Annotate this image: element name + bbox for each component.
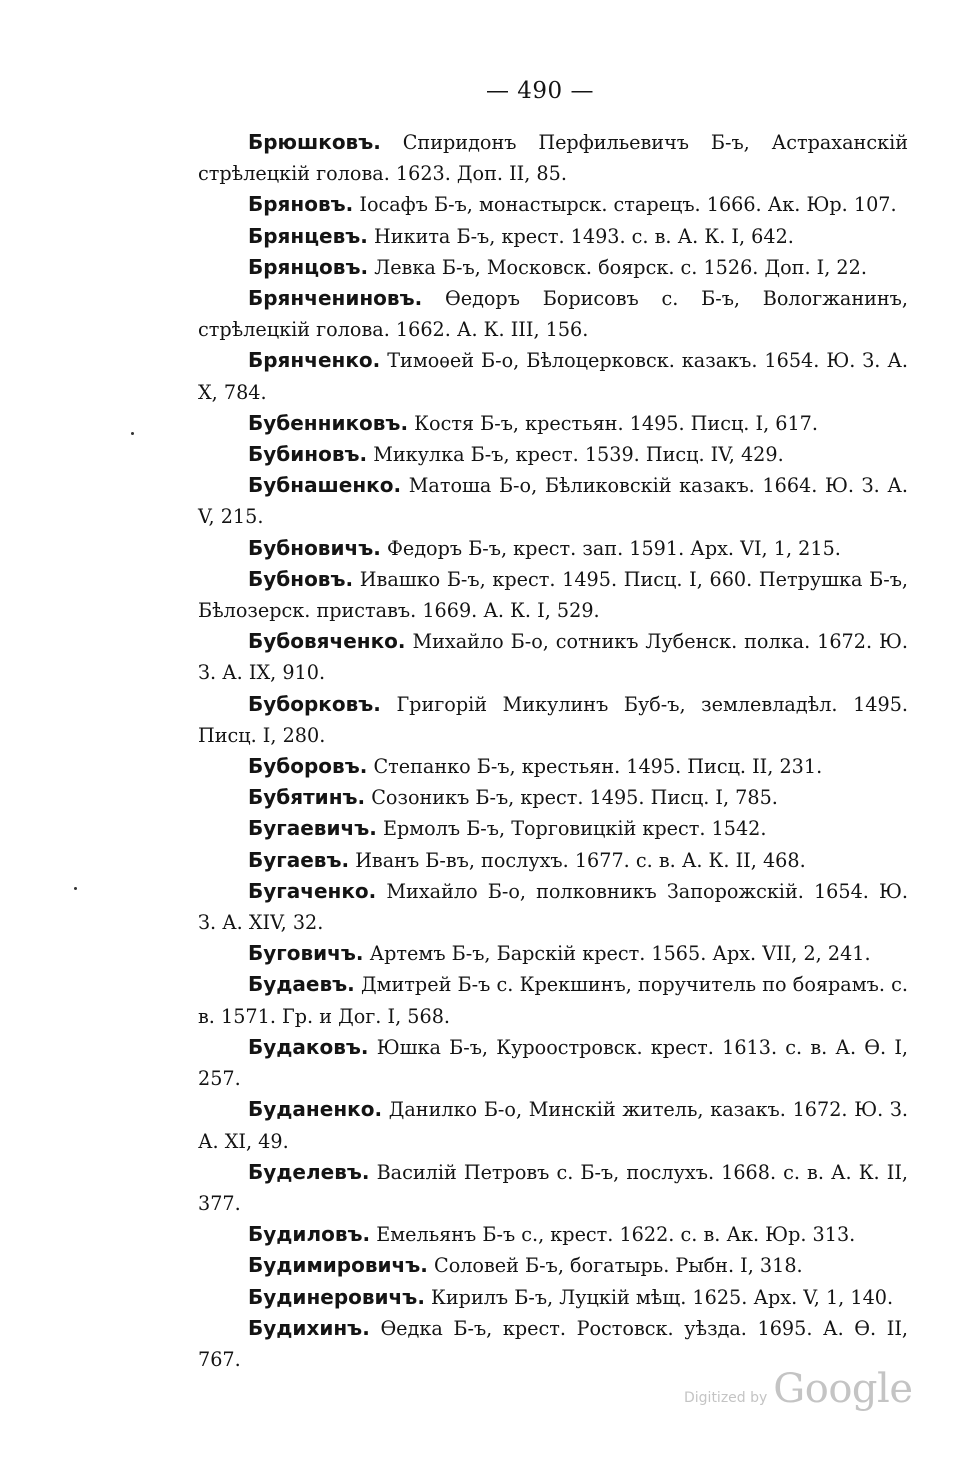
dictionary-entry xyxy=(198,813,908,844)
entry-headword: Бубятинъ. xyxy=(248,785,366,810)
entry-headword: Брюшковъ. xyxy=(248,130,381,154)
entry-headword: Буделевъ. xyxy=(248,1159,370,1184)
entry-text: Ѳедоръ Борисовъ с. Б-ъ, Вологжанинъ, стрѣлецкій голова. 1662. А. К. III, 156. xyxy=(198,287,908,342)
entry-text: Михайло Б-о, сотникъ Лубенск. полка. 1672. Ю. З. А. IX, 910. xyxy=(198,630,908,685)
dictionary-entry xyxy=(198,252,908,283)
dictionary-entry xyxy=(198,845,908,876)
dictionary-entry xyxy=(198,1282,908,1313)
entry-text: Созоникъ Б-ъ, крест. 1495. Писц. I, 785. xyxy=(371,786,778,810)
entry-text: Тимоѳей Б-о, Бѣлоцерковск. казакъ. 1654. Ю. З. А. X, 784. xyxy=(198,349,908,404)
entry-text: Федоръ Б-ъ, крест. зап. 1591. Арх. VI, 1, 215. xyxy=(386,536,841,560)
entry-headword: Бряновъ. xyxy=(248,192,354,217)
dictionary-entry xyxy=(198,470,908,532)
entry-headword: Буданенко. xyxy=(248,1097,383,1122)
entry-headword: Будаевъ. xyxy=(248,972,355,997)
entry-headword: Бубенниковъ. xyxy=(248,410,409,435)
dictionary-entry xyxy=(198,626,908,688)
dictionary-entry xyxy=(198,221,908,252)
dictionary-entry xyxy=(198,1032,908,1094)
dictionary-entry xyxy=(198,408,908,439)
entry-text: Василій Петровъ с. Б-ъ, послухъ. 1668. с. в. А. К. II, 377. xyxy=(198,1160,908,1215)
dictionary-entries xyxy=(198,127,908,1375)
google-logo: Google xyxy=(773,1366,913,1412)
dictionary-entry xyxy=(198,876,908,938)
stray-mark xyxy=(74,887,77,890)
entry-headword: Бубновъ. xyxy=(248,566,354,591)
entry-text: Ивашко Б-ъ, крест. 1495. Писц. I, 660. Петрушка Б-ъ, Бѣлозерск. приставъ. 1669. А. К. I, 529. xyxy=(198,567,908,623)
entry-text: Григорій Микулинъ Буб-ъ, землевладѣл. 1495. Писц. I, 280. xyxy=(198,692,908,747)
dictionary-entry xyxy=(198,969,908,1031)
dictionary-entry xyxy=(198,1219,908,1250)
dictionary-entry xyxy=(198,751,908,782)
dictionary-entry xyxy=(198,189,908,220)
entry-text: Костя Б-ъ, крестьян. 1495. Писц. I, 617. xyxy=(414,411,818,435)
entry-headword: Бубовяченко. xyxy=(248,629,406,654)
entry-headword: Будимировичъ. xyxy=(248,1253,428,1278)
entry-text: Кирилъ Б-ъ, Луцкій мѣщ. 1625. Арх. V, 1, 140. xyxy=(431,1285,894,1309)
entry-text: Степанко Б-ъ, крестьян. 1495. Писц. II, 231. xyxy=(373,755,823,779)
entry-text: Дмитрей Б-ъ с. Крекшинъ, поручитель по боярамъ. с. в. 1571. Гр. и Дог. I, 568. xyxy=(198,973,908,1028)
dictionary-entry xyxy=(198,533,908,564)
entry-text: Михайло Б-о, полковникъ Запорожскій. 1654. Ю. З. А. XIV, 32. xyxy=(198,879,908,935)
entry-headword: Будаковъ. xyxy=(248,1034,369,1059)
entry-headword: Бубиновъ. xyxy=(248,442,368,467)
entry-text: Артемъ Б-ъ, Барскій крест. 1565. Арх. VII, 2, 241. xyxy=(369,942,871,966)
entry-text: Спиридонъ Перфильевичъ Б-ъ, Астраханскій стрѣлецкій голова. 1623. Доп. II, 85. xyxy=(198,131,908,186)
entry-headword: Буборовъ. xyxy=(248,754,368,779)
dictionary-entry xyxy=(198,127,908,189)
entry-text: Емельянъ Б-ъ с., крест. 1622. с. в. Ак. Юр. 313. xyxy=(376,1223,856,1247)
entry-text: Ермолъ Б-ъ, Торговицкій крест. 1542. xyxy=(382,817,767,841)
page-number: — 490 — xyxy=(485,78,595,104)
entry-headword: Брянцовъ. xyxy=(248,254,369,279)
entry-text: Данилко Б-о, Минскій житель, казакъ. 1672. Ю. З. А. XI, 49. xyxy=(198,1098,908,1153)
dictionary-entry xyxy=(198,1094,908,1156)
entry-headword: Будиловъ. xyxy=(248,1222,371,1247)
entry-text: Никита Б-ъ, крест. 1493. с. в. А. К. I, 642. xyxy=(374,224,794,248)
entry-text: Левка Б-ъ, Московск. боярск. с. 1526. Доп. I, 22. xyxy=(374,255,867,279)
entry-headword: Буборковъ. xyxy=(248,691,381,716)
entry-headword: Бубновичъ. xyxy=(248,535,381,560)
entry-headword: Бугаевъ. xyxy=(248,847,350,872)
dictionary-entry xyxy=(198,938,908,969)
entry-headword: Бубнашенко. xyxy=(248,473,402,498)
entry-headword: Будихинъ. xyxy=(248,1315,370,1340)
dictionary-entry xyxy=(198,439,908,470)
dictionary-entry xyxy=(198,564,908,626)
entry-text: Іосафъ Б-ъ, монастырск. старецъ. 1666. Ак. Юр. 107. xyxy=(359,193,897,217)
entry-headword: Бугаченко. xyxy=(248,878,377,903)
entry-headword: Бугаевичъ. xyxy=(248,816,377,841)
dictionary-entry xyxy=(198,345,908,407)
stray-mark xyxy=(131,432,134,435)
entry-text: Соловей Б-ъ, богатырь. Рыбн. I, 318. xyxy=(434,1254,803,1278)
dictionary-entry xyxy=(198,782,908,813)
entry-text: Юшка Б-ъ, Куроостровск. крест. 1613. с. в. А. Ѳ. I, 257. xyxy=(198,1035,908,1091)
digitized-watermark xyxy=(684,1366,912,1412)
entry-text: Микулка Б-ъ, крест. 1539. Писц. IV, 429. xyxy=(373,443,784,467)
entry-text: Матоша Б-о, Бѣликовскій казакъ. 1664. Ю. З. А. V, 215. xyxy=(198,474,908,529)
entry-headword: Буговичъ. xyxy=(248,941,364,966)
dictionary-entry xyxy=(198,1157,908,1219)
entry-text: Ѳедка Б-ъ, крест. Ростовск. уѣзда. 1695. А. Ѳ. II, 767. xyxy=(198,1316,908,1371)
dictionary-entry xyxy=(198,283,908,345)
entry-headword: Брянцевъ. xyxy=(248,223,368,248)
entry-headword: Будинеровичъ. xyxy=(248,1284,425,1309)
dictionary-entry xyxy=(198,689,908,751)
entry-headword: Брянченко. xyxy=(248,348,381,373)
watermark-prefix: Digitized by xyxy=(684,1390,768,1406)
entry-headword: Брянчениновъ. xyxy=(248,286,423,311)
entry-text: Иванъ Б-въ, послухъ. 1677. с. в. А. К. II, 468. xyxy=(355,848,806,872)
dictionary-entry xyxy=(198,1250,908,1281)
